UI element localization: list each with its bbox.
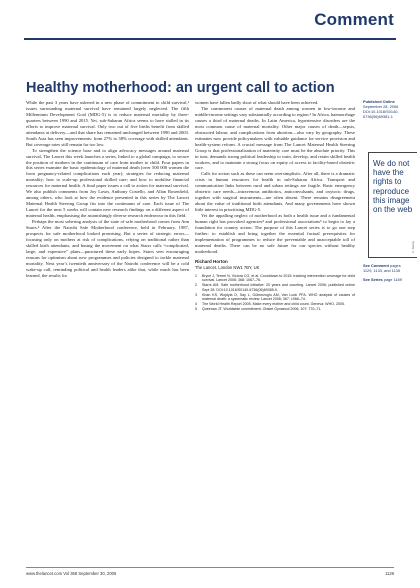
section-label: Comment <box>314 10 394 29</box>
rights-notice: We do not have the rights to reproduce this image on the web <box>373 159 413 215</box>
author-name: Richard Horton <box>195 258 228 264</box>
footer-rule <box>26 567 394 568</box>
paragraph: women have fallen badly short of what should have been achieved. <box>195 100 319 105</box>
see-series-link[interactable]: See Series page 1189 <box>363 276 402 282</box>
margin-notes <box>363 100 407 120</box>
author-affiliation: The Lancet, London NW1 7BY, UK <box>195 264 260 270</box>
reference-list <box>195 274 355 312</box>
body-column-2 <box>195 100 355 311</box>
reference-item: 2 Starrs AM. Safe motherhood initiative: 20 years and counting. Lancet 2006; published online Sept 28. DOI:10.1016/S0140-6736(06)69385-9. <box>195 283 355 292</box>
paragraph: Perhaps the most sobering analysis of the state of safe motherhood comes from Ann Starrs.² After the Nairobi Safe Motherhood conference, held in February, 1987, prospects for safe motherhood looked promising. But a series of strategic errors—focusing only on mothers at risk of complications, relying on traditional rather than skilled birth attendants, and basing the movement on what Starrs calls “complicated, large, and expensive” plans—punctured these early hopes. Starrs sees encouraging reasons for optimism about new programmes and policies designed to tackle maternal mortality. Next year’s twentieth anniversary of the Nairobi conference will be a cold wake-up call, reminding political and health leaders alike that, while much has been learned, the results for <box>26 219 189 278</box>
doi-link[interactable]: DOI:10.1016/S0140-6736(06)69381-1 <box>363 108 399 119</box>
see-comment-link[interactable]: See Comment pages 1129, 1133, and 1135 <box>363 263 401 273</box>
photo-credit: © Alamy <box>411 240 415 254</box>
body-column-1 <box>26 100 189 279</box>
header-rule <box>24 38 396 40</box>
journal-citation: www.thelancet.com Vol 368 September 30, 2006 <box>26 571 117 576</box>
reference-item: 4 The World Health Report 2005. Make every mother and child count. Geneva: WHO, 2005. <box>195 301 345 306</box>
article-title: Healthy motherhood: an urgent call to action <box>26 80 335 96</box>
reference-item: 1 Bryce J, Terreri N, Victora CG, et al. Countdown to 2015: tracking intervention coverage for child survival. Lancet 2006; 368: 1067–76. <box>195 273 355 283</box>
see-also-notes <box>363 264 407 283</box>
paragraph: While the past 3 years have ushered in a new phase of commitment to child survival,¹ issues surrounding maternal survival have remained largely neglected. The fifth Millennium Development Goal (MDG-5) is to reduce maternal mortality by three-quarters between 1990 and 2015. Yet, sub-Saharan Africa seems to have stalled in its efforts to improve maternal survival. Only two out of five births benefit from skilled attendants at delivery—and that share has remained unchanged between 1990 and 2003. South Asia has seen improvements: from 27% to 38% coverage with skilled attendants. But coverage rates still remain far too low. <box>26 100 189 147</box>
published-date: September 28, 2006 <box>363 103 399 109</box>
paragraph: To strengthen the science base and to align advocacy messages around maternal survival, The Lancet this week launches a series, linked to a global campaign, to secure the position of mothers in the continuum of care from mother to child. Four papers in this series examine the basic epidemiology of maternal death (over 500 000 women die from pregnancy-related complications each year); strategies for reducing maternal mortality; how to scale-up professional skilled care; and how to mobilise financial resources for maternal health. A final paper issues a call to action for maternal survival. We also publish comments from Joy Lawn, Anthony Costello, and Allan Rosenfield, among others, who look at how the evidence presented in this series by The Lancet Maternal Health Steering Group fits into the continuum of care. Each issue of The Lancet for the next 5 weeks will contain new research findings on a different aspect of maternal health, emphasising the astonishingly diverse research endeavour in this field. <box>26 147 189 219</box>
page-number: 1129 <box>384 571 394 576</box>
reference-item: 5 Queenan JT. Worldwide commitment. Obstet Gynaecol 2006; 107: 770–71. <box>195 306 322 311</box>
published-label: Published Online <box>363 99 395 104</box>
paragraph: The commonest causes of maternal death among women in low-income and middle-income settings vary substantially according to region.³ In Africa, haemorrhage causes a third of maternal deaths. In Latin America, hypertensive disorders are the most common cause of maternal mortality. Other major causes of death—sepsis, obstructed labour, and complications from abortion—also vary by geography. These estimates now provide policymakers with valuable guidance for service provision and health-system reform. A crucial message from The Lancet Maternal Health Steering Group is that professionalisation of maternity care must be the absolute priority. This in turn, demands strong political leadership to train, develop, and retain skilled health workers, and to maintain a strong focus on equity of access to facility-based obstetric care. <box>195 105 355 171</box>
reference-item: 3 Khan KS, Wojdyla D, Say L, Gülmezoglu AM, Van Look PFA. WHO analysis of causes of maternal death: a systematic review. Lancet 2006; 367: 1066–74. <box>195 292 355 302</box>
image-rights-placeholder <box>368 152 417 258</box>
paragraph: Calls for action such as these can seem oversimplistic. After all, there is a dramatic crisis in human resources for health in sub-Saharan Africa. Transport and communication links between rural and urban settings are fragile. Basic emergency obstetric care needs—intravenous antibiotics, anticonvulsants, and oxytocic drugs, together with surgical instruments—are often absent. There remains disagreement about the value of traditional birth attendants. And many governments have shown little interest in prioritising MDG-5. <box>195 171 355 213</box>
paragraph: Yet the appalling neglect of motherhood as both a health issue and a fundamental human right has provoked agencies⁴ and professional associations⁵ to begin to lay a foundation for country action. The purpose of this Lancet series is to go one step further: to establish and bring together the essential factual prerequisites for implementation of programmes to reduce the preventable and unacceptable toll of maternal deaths. There can be no safe future for our species without healthy motherhood. <box>195 213 355 254</box>
